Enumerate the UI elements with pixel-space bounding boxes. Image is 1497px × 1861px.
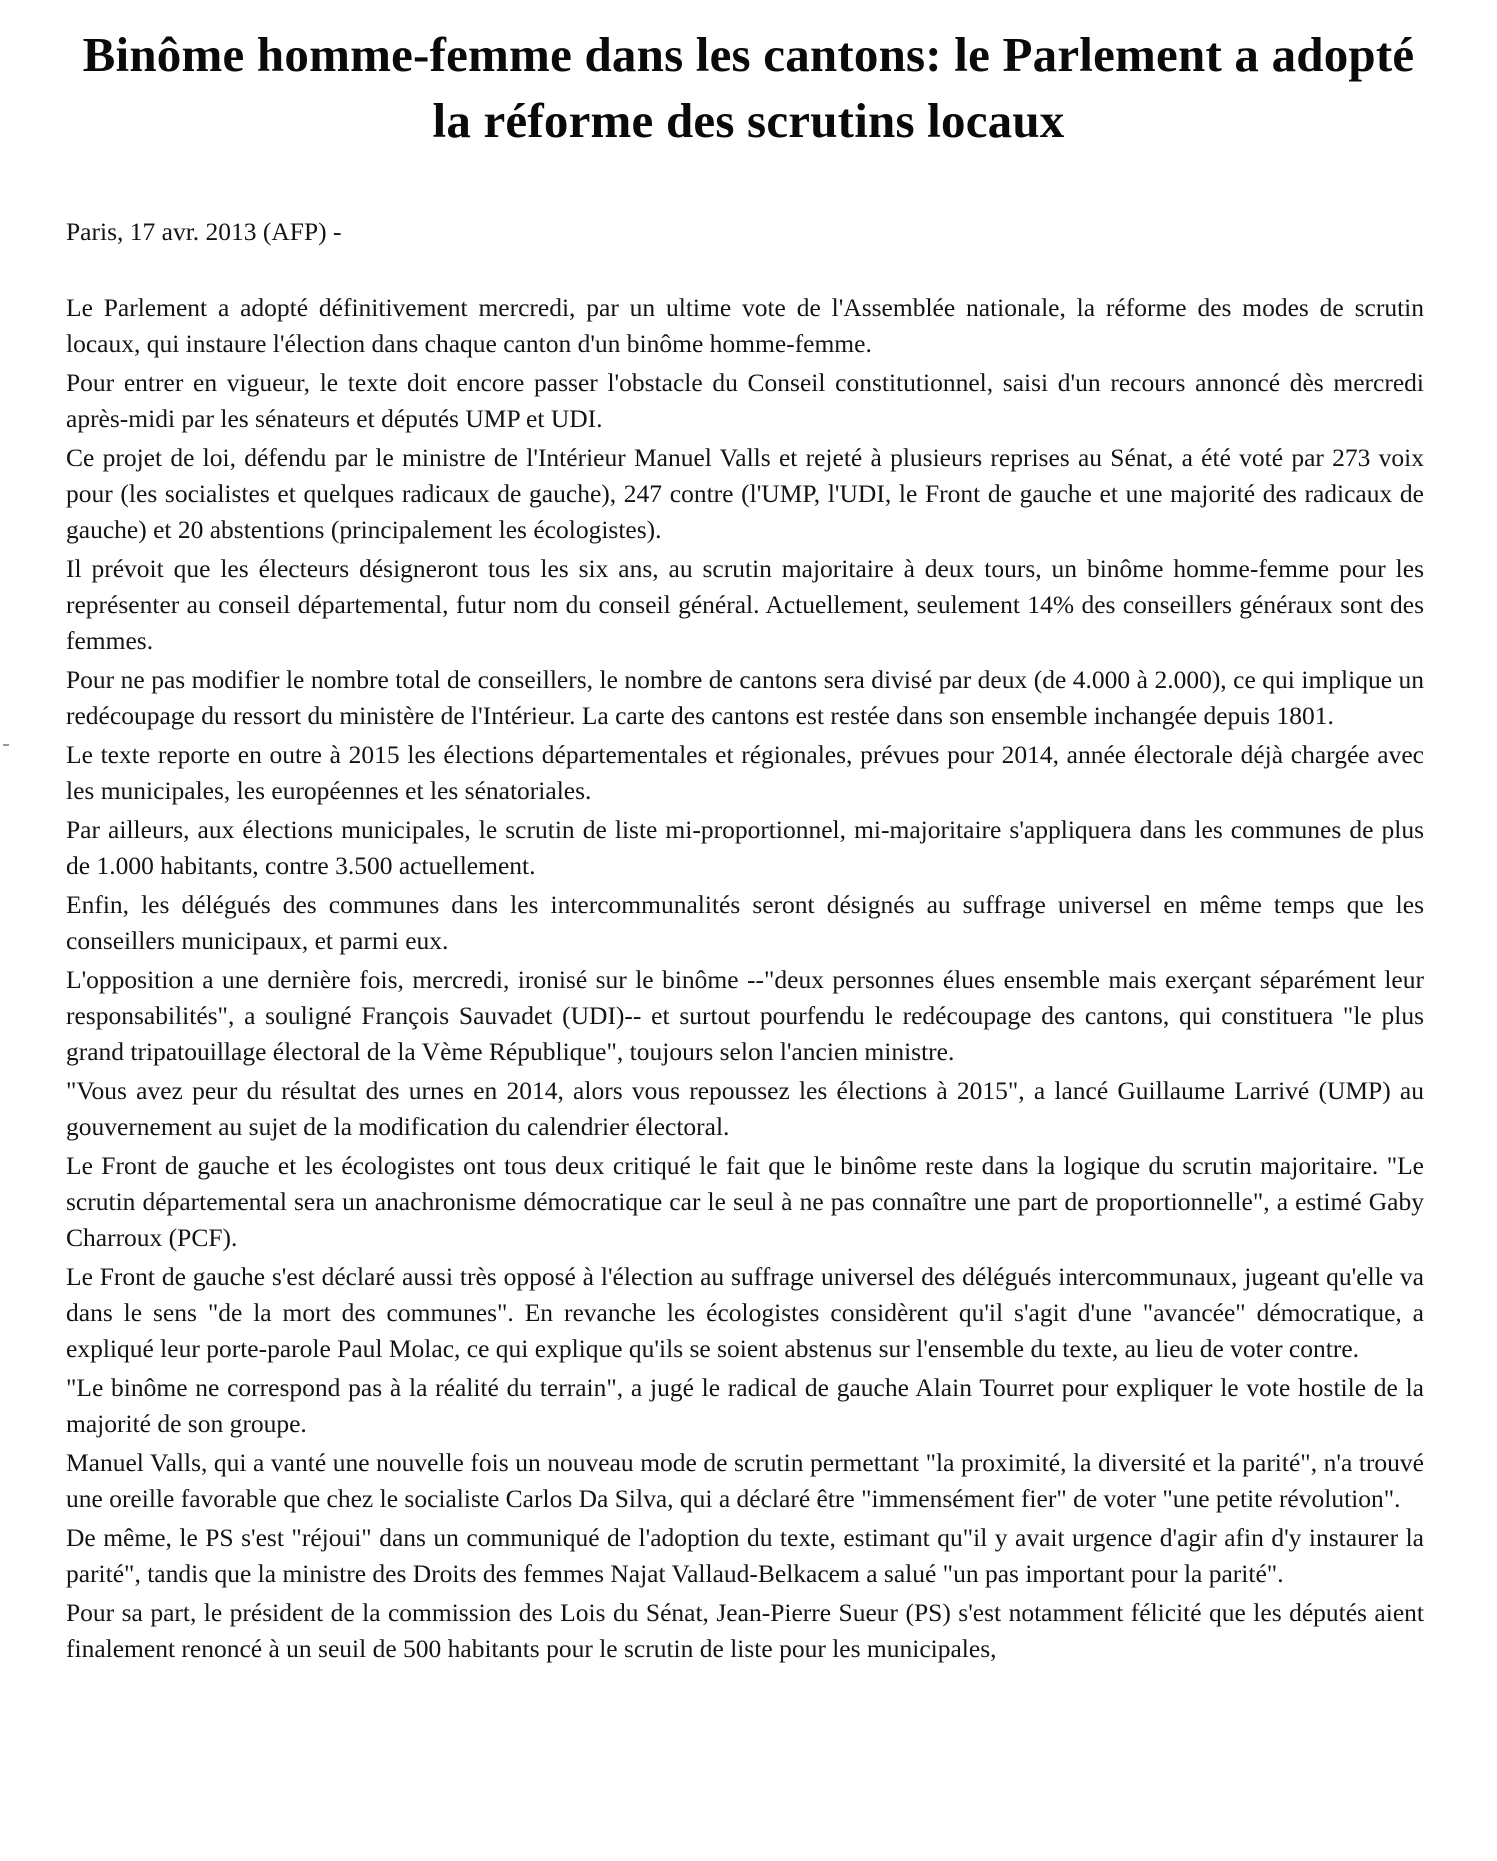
article-paragraph: Pour ne pas modifier le nombre total de conseillers, le nombre de cantons sera divisé par deux (de 4.000 à 2.000), ce qui implique un redécoupage du ressort du ministère de l'Intérieur. La carte des cantons est restée dans son ensemble inchangée depuis 1801. (66, 664, 1424, 730)
article-paragraph: L'opposition a une dernière fois, mercredi, ironisé sur le binôme --"deux personnes élues ensemble mais exerçant séparément leur responsabilités", a souligné François Sauvadet (UDI)-- et surtout pourfendu le redécoupage des cantons, qui constituera "le plus grand tripatouillage électoral de la Vème République", toujours selon l'ancien ministre. (66, 965, 1424, 1066)
article-paragraph: Il prévoit que les électeurs désigneront tous les six ans, au scrutin majoritaire à deux tours, un binôme homme-femme pour les représenter au conseil départemental, futur nom du conseil général. Actuellement, seulement 14% des conseillers généraux sont des femmes. (66, 554, 1424, 655)
article-paragraph: Ce projet de loi, défendu par le ministre de l'Intérieur Manuel Valls et rejeté à plusieurs reprises au Sénat, a été voté par 273 voix pour (les socialistes et quelques radicaux de gauche), 247 contre (l'UMP, l'UDI, le Front de gauche et une majorité des radicaux de gauche) et 20 abstentions (principalement les écologistes). (66, 443, 1424, 544)
article-paragraph: Le Front de gauche s'est déclaré aussi très opposé à l'élection au suffrage universel des délégués intercommunaux, jugeant qu'elle va dans le sens "de la mort des communes". En revanche les écologistes considèrent qu'il s'agit d'une "avancée" démocratique, a expliqué leur porte-parole Paul Molac, ce qui explique qu'ils se soient abstenus sur l'ensemble du texte, au lieu de voter contre. (66, 1262, 1424, 1363)
article-paragraph: Le Parlement a adopté définitivement mercredi, par un ultime vote de l'Assemblée nationale, la réforme des modes de scrutin locaux, qui instaure l'élection dans chaque canton d'un binôme homme-femme. (66, 293, 1424, 358)
article-paragraph: Manuel Valls, qui a vanté une nouvelle fois un nouveau mode de scrutin permettant "la proximité, la diversité et la parité", n'a trouvé une oreille favorable que chez le socialiste Carlos Da Silva, qui a déclaré être "immensément fier" de voter "une petite révolution". (66, 1448, 1424, 1513)
article-dateline: Paris, 17 avr. 2013 (AFP) - (66, 217, 342, 246)
article-paragraph: Le Front de gauche et les écologistes ont tous deux critiqué le fait que le binôme reste dans la logique du scrutin majoritaire. "Le scrutin départemental sera un anachronisme démocratique car le seul à ne pas connaître une part de proportionnelle", a estimé Gaby Charroux (PCF). (66, 1151, 1424, 1252)
article-paragraph: Par ailleurs, aux élections municipales, le scrutin de liste mi-proportionnel, mi-majoritaire s'appliquera dans les communes de plus de 1.000 habitants, contre 3.500 actuellement. (66, 815, 1424, 880)
article-paragraph: Enfin, les délégués des communes dans les intercommunalités seront désignés au suffrage universel en même temps que les conseillers municipaux, et parmi eux. (66, 890, 1424, 956)
article-body (66, 290, 1424, 1670)
article-paragraph: Le texte reporte en outre à 2015 les élections départementales et régionales, prévues pour 2014, année électorale déjà chargée avec les municipales, les européennes et les sénatoriales. (66, 740, 1424, 805)
article-paragraph: Pour sa part, le président de la commission des Lois du Sénat, Jean-Pierre Sueur (PS) s'est notamment félicité que les députés aient finalement renoncé à un seuil de 500 habitants pour le scrutin de liste pour les municipales, (66, 1598, 1424, 1664)
article-paragraph: Pour entrer en vigueur, le texte doit encore passer l'obstacle du Conseil constitutionnel, saisi d'un recours annoncé dès mercredi après-midi par les sénateurs et députés UMP et UDI. (66, 368, 1424, 433)
article-paragraph: "Le binôme ne correspond pas à la réalité du terrain", a jugé le radical de gauche Alain Tourret pour expliquer le vote hostile de la majorité de son groupe. (66, 1373, 1424, 1438)
article-paragraph: "Vous avez peur du résultat des urnes en 2014, alors vous repoussez les élections à 2015", a lancé Guillaume Larrivé (UMP) au gouvernement au sujet de la modification du calendrier électoral. (66, 1076, 1424, 1142)
article-title: Binôme homme-femme dans les cantons: le Parlement a adopté la réforme des scrutins locaux (82, 27, 1415, 148)
scan-artifact-mark (3, 744, 9, 746)
article-paragraph: De même, le PS s'est "réjoui" dans un communiqué de l'adoption du texte, estimant qu"il y avait urgence d'agir afin d'y instaurer la parité", tandis que la ministre des Droits des femmes Najat Vallaud-Belkacem a salué "un pas important pour la parité". (66, 1523, 1424, 1589)
